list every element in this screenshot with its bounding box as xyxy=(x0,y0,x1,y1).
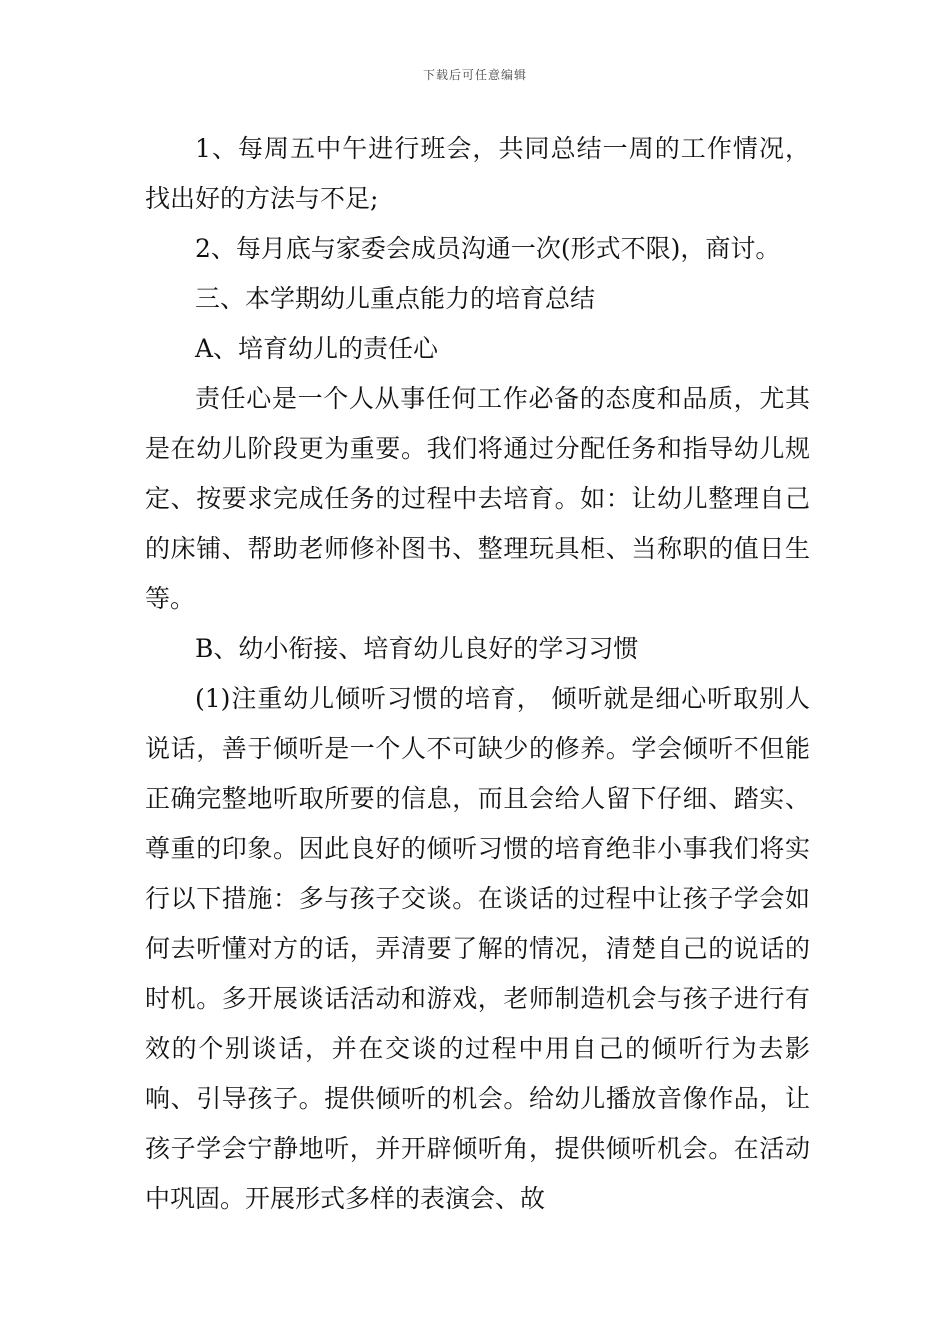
section-heading-ability-summary: 三、本学期幼儿重点能力的培育总结 xyxy=(195,284,596,313)
paragraph-weekly-meeting: 1、每周五中午进行班会，共同总结一周的工作情况，找出好的方法与不足; xyxy=(145,134,810,213)
subheading-responsibility: A、培育幼儿的责任心 xyxy=(195,334,439,363)
paragraph-monthly-communication: 2、每月底与家委会成员沟通一次(形式不限)，商讨。 xyxy=(195,234,781,263)
header-note: 下载后可任意编辑 xyxy=(422,68,527,82)
document-body xyxy=(145,124,810,1224)
paragraph-responsibility: 责任心是一个人从事任何工作必备的态度和品质，尤其是在幼儿阶段更为重要。我们将通过分配任务和指导幼儿规定、按要求完成任务的过程中去培育。如：让幼儿整理自己的床铺、帮助老师修补图书、整理玩具柜、当称职的值日生等。 xyxy=(145,384,810,613)
subheading-study-habits: B、幼小衔接、培育幼儿良好的学习习惯 xyxy=(195,634,639,663)
paragraph-listening-habits: (1)注重幼儿倾听习惯的培育， 倾听就是细心听取别人说话，善于倾听是一个人不可缺少的修养。学会倾听不但能正确完整地听取所要的信息，而且会给人留下仔细、踏实、尊重的印象。因此良好的倾听习惯的培育绝非小事我们将实行以下措施：多与孩子交谈。在谈话的过程中让孩子学会如何去听懂对方的话，弄清要了解的情况，清楚自己的说话的时机。多开展谈话活动和游戏，老师制造机会与孩子进行有效的个别谈话，并在交谈的过程中用自己的倾听行为去影响、引导孩子。提供倾听的机会。给幼儿播放音像作品，让孩子学会宁静地听，并开辟倾听角，提供倾听机会。在活动中巩固。开展形式多样的表演会、故 xyxy=(145,684,810,1213)
